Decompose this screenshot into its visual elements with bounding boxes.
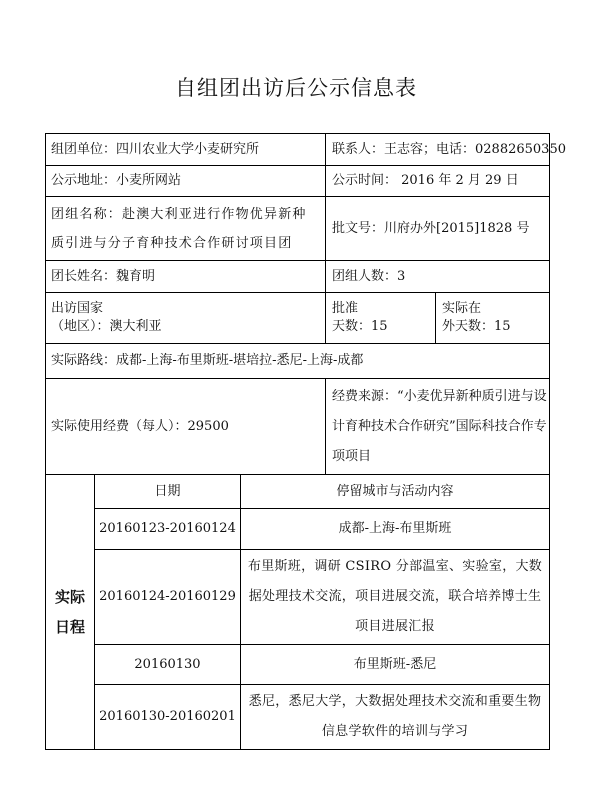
schedule-content: 布里斯班-悉尼 <box>353 656 437 672</box>
approved-days-label: 批准 <box>332 301 359 316</box>
schedule-section-label <box>46 475 94 749</box>
country-value: （地区）：澳大利亚 <box>51 319 162 334</box>
actual-days-value: 外天数：15 <box>442 319 511 334</box>
member-count: 团组人数：3 <box>332 268 406 284</box>
schedule-date: 20160124-20160129 <box>99 589 236 604</box>
schedule-label-line-2: 日程 <box>54 618 85 636</box>
schedule-label-line-1: 实际 <box>54 588 85 606</box>
actual-days <box>436 293 549 343</box>
org-unit: 组团单位：四川农业大学小麦研究所 <box>51 141 260 157</box>
destination-country <box>45 293 325 343</box>
approval-number: 批文号：川府办外[2015]1828 号 <box>332 220 530 236</box>
contact-info: 联系人：王志容；电话：02882650350 <box>332 141 566 157</box>
schedule-header-content: 停留城市与活动内容 <box>336 483 454 499</box>
page-title: 自组团出访后公示信息表 <box>175 76 417 100</box>
group-name: 团组名称：赴澳大利亚进行作物优异新种质引进与分子育种技术合作研讨项目团 <box>51 206 307 251</box>
info-table <box>45 133 566 750</box>
announce-time: 公示时间： 2016 年 2 月 29 日 <box>332 173 519 188</box>
schedule-content: 布里斯班，调研 CSIRO 分部温室、实验室，大数据处理技术交流，项目进展交流，联合培养博士生项目进展汇报 <box>247 559 543 634</box>
schedule-content: 成都-上海-布里斯班 <box>338 521 452 536</box>
actual-expense: 实际使用经费（每人）：29500 <box>51 418 229 434</box>
schedule-date: 20160130-20160201 <box>99 709 236 724</box>
fund-source: 经费来源：“小麦优异新种质引进与设计育种技术合作研究”国际科技合作专项项目 <box>332 388 547 464</box>
country-label: 出访国家 <box>51 301 104 316</box>
schedule-date: 20160123-20160124 <box>99 521 236 536</box>
approved-days-value: 天数：15 <box>332 319 388 334</box>
schedule-content: 悉尼，悉尼大学，大数据处理技术交流和重要生物信息学软件的培训与学习 <box>248 694 542 739</box>
approved-days <box>326 293 435 343</box>
schedule-header-date: 日期 <box>154 483 181 499</box>
schedule-date: 20160130 <box>134 656 201 672</box>
announce-address: 公示地址：小麦所网站 <box>51 173 182 188</box>
actual-route: 实际路线：成都-上海-布里斯班-堪培拉-悉尼-上海-成都 <box>51 353 364 368</box>
actual-days-label: 实际在 <box>442 301 482 316</box>
leader-name: 团长姓名：魏育明 <box>51 268 156 284</box>
